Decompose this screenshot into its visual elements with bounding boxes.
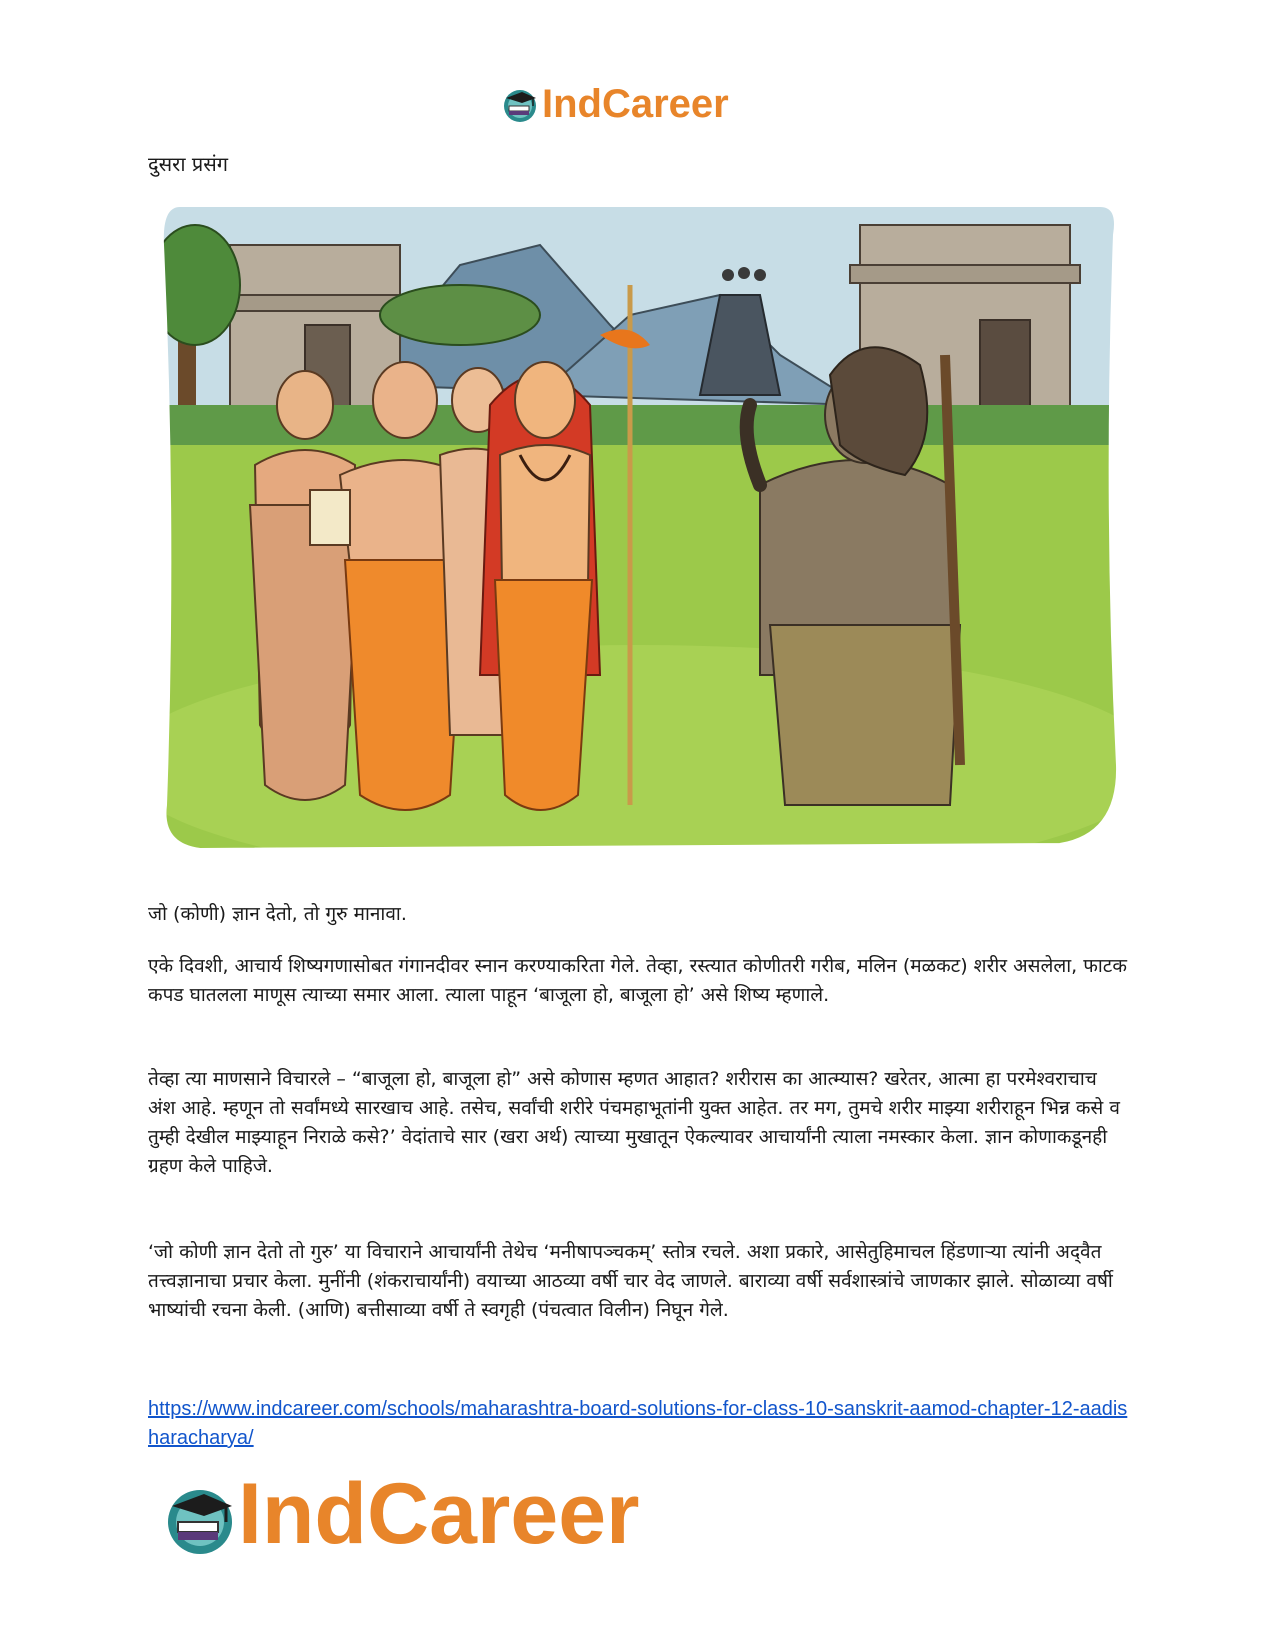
paragraph-sage-question: तेव्हा त्या माणसाने विचारले – “बाजूला हो, बाजूला हो” असे कोणास म्हणत आहात? शरीरास का आत्म्यास? खरेतर, आत्मा हा परमेश्वराचाच अंश आहे. म्हणून तो सर्वांमध्ये सारखाच आहे. तसेच, सर्वांची शरीरे पंचमहाभूतांनी युक्त आहेत. तर मग, तुमचे शरीर माझ्या शरीराहून भिन्न कसे व तुम्ही देखील माझ्याहून निराळे कसे?’ वेदांताचे सार (खरा अर्थ) त्याच्या मुखातून ऐकल्यावर आचार्यांनी त्याला नमस्कार केला. ज्ञान कोणाकडूनही ग्रहण केले पाहिजे. <box>148 1068 1120 1177</box>
paragraph-story-intro: एके दिवशी, आचार्य शिष्यगणासोबत गंगानदीवर स्नान करण्याकरिता गेले. तेव्हा, रस्त्यात कोणीतरी गरीब, मलिन (मळकट) शरीर असलेला, फाटक कपड घातलला माणूस त्याच्या समार आला. त्याला पाहून ‘बाजूला हो, बाजूला हो’ असे शिष्य म्हणाले. <box>148 955 1127 1006</box>
paragraph-manishapanchakam: ‘जो कोणी ज्ञान देतो तो गुरु’ या विचाराने आचार्यांनी तेथेच ‘मनीषापञ्चकम्’ स्तोत्र रचले. अशा प्रकारे, आसेतुहिमाचल हिंडणाऱ्या त्यांनी अद्‌वैत तत्त्वज्ञानाचा प्रचार केला. मुनींनी (शंकराचार्यांनी) वयाच्या आठव्या वर्षी चार वेद जाणले. बाराव्या वर्षी सर्वशास्त्रांचे जाणकार झाले. सोळाव्या वर्षी भाष्यांची रचना केली. (आणि) बत्तीसाव्या वर्षी ते स्वगृही (पंचत्वात विलीन) निघून गेले. <box>148 1241 1113 1321</box>
header-logo <box>500 80 770 130</box>
source-link[interactable]: https://www.indcareer.com/schools/maharashtra-board-solutions-for-class-10-sanskrit-aamod-chapter-12-aadisharacharya/ <box>148 1398 1128 1449</box>
paragraph-guru-definition: जो (कोणी) ज्ञान देतो, तो गुरु मानावा. <box>148 903 407 925</box>
footer-logo <box>160 1466 700 1570</box>
graduation-cap-book-icon <box>500 84 540 124</box>
acharya-disciples-meeting-sage-illustration <box>160 205 1120 855</box>
section-heading: दुसरा प्रसंग <box>148 152 229 176</box>
story-illustration <box>160 205 1120 855</box>
brand-name: IndCareer <box>542 82 729 126</box>
graduation-cap-book-icon <box>160 1478 240 1558</box>
brand-name: IndCareer <box>238 1466 640 1562</box>
